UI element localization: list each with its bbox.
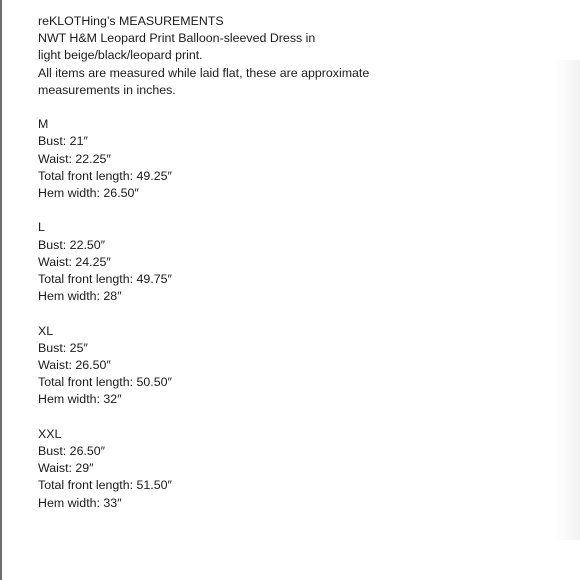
right-edge-shadow <box>556 60 580 540</box>
left-border <box>0 0 2 580</box>
waist-measurement: Waist: 26.50″ <box>38 358 111 373</box>
bust-measurement: Bust: 25″ <box>38 340 88 355</box>
size-section-xxl <box>38 426 558 512</box>
size-section-m <box>38 116 558 202</box>
note-title: reKLOTHing’s MEASUREMENTS <box>38 14 224 28</box>
waist-measurement: Waist: 24.25″ <box>38 254 111 269</box>
size-section-l <box>38 219 558 305</box>
hem-width-measurement: Hem width: 26.50″ <box>38 186 139 201</box>
waist-measurement: Waist: 22.25″ <box>38 151 111 166</box>
size-label: L <box>38 220 45 235</box>
front-length-measurement: Total front length: 50.50″ <box>38 375 172 390</box>
size-section-xl <box>38 323 558 409</box>
hem-width-measurement: Hem width: 33″ <box>38 495 122 510</box>
measurement-disclaimer-line-1: All items are measured while laid flat, these are approximate <box>38 65 370 80</box>
waist-measurement: Waist: 29″ <box>38 461 94 476</box>
size-label: M <box>38 117 49 132</box>
note-header <box>38 13 558 99</box>
size-label: XL <box>38 323 54 338</box>
front-length-measurement: Total front length: 49.75″ <box>38 272 172 287</box>
front-length-measurement: Total front length: 51.50″ <box>38 478 172 493</box>
bust-measurement: Bust: 26.50″ <box>38 444 106 459</box>
bust-measurement: Bust: 22.50″ <box>38 237 106 252</box>
item-description-line-1: NWT H&M Leopard Print Balloon-sleeved Dress in <box>38 31 316 46</box>
measurement-disclaimer-line-2: measurements in inches. <box>38 82 176 97</box>
hem-width-measurement: Hem width: 28″ <box>38 289 122 304</box>
size-label: XXL <box>38 426 62 441</box>
front-length-measurement: Total front length: 49.25″ <box>38 168 172 183</box>
measurement-note[interactable] <box>38 13 558 512</box>
item-description-line-2: light beige/black/leopard print. <box>38 48 203 63</box>
bust-measurement: Bust: 21″ <box>38 134 88 149</box>
hem-width-measurement: Hem width: 32″ <box>38 392 122 407</box>
